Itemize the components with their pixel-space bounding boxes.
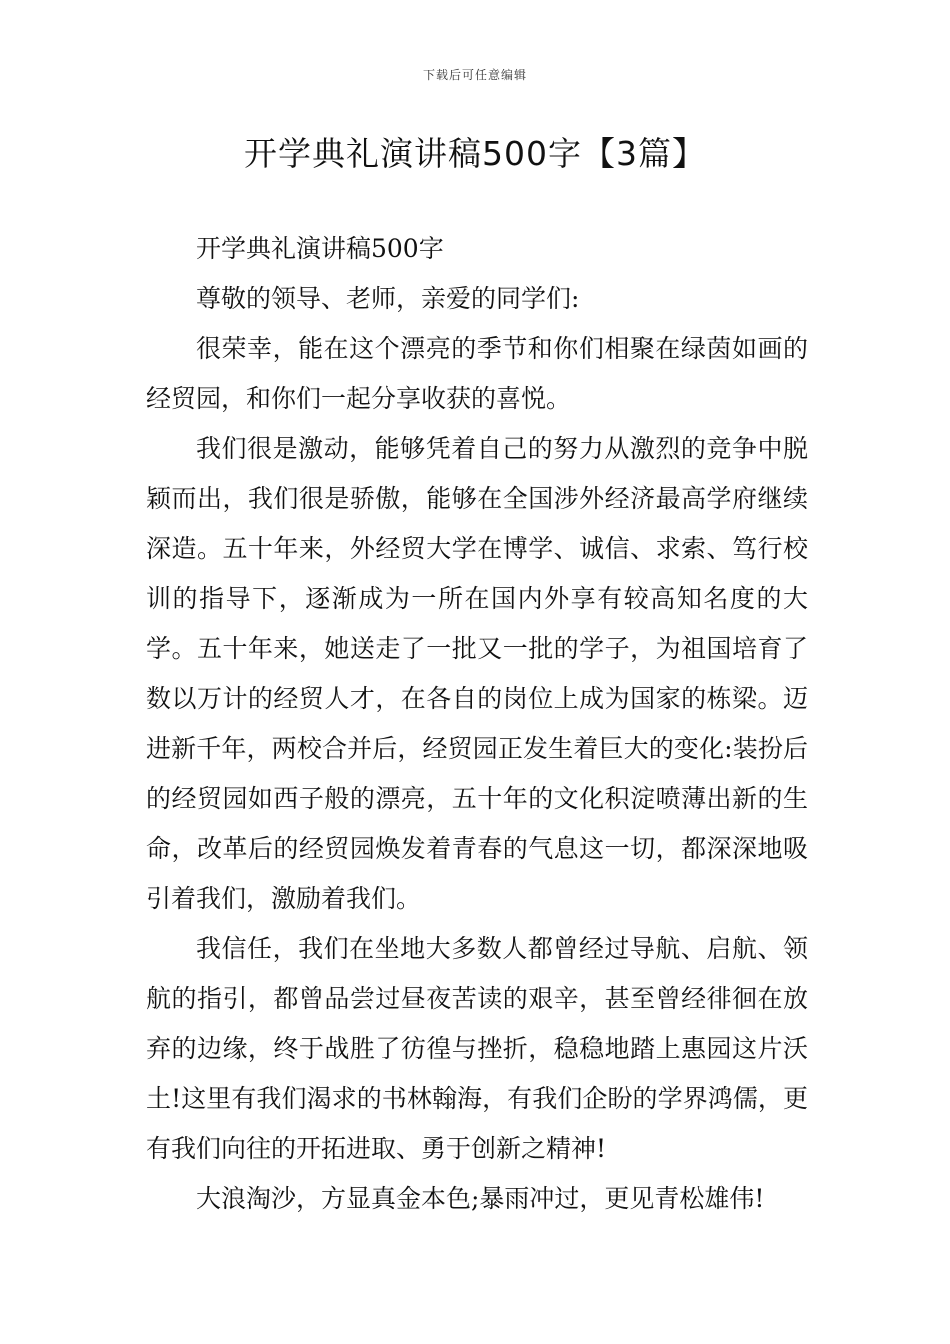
paragraph: 很荣幸，能在这个漂亮的季节和你们相聚在绿茵如画的经贸园，和你们一起分享收获的喜悦。 — [146, 334, 808, 413]
paragraph: 我信任，我们在坐地大多数人都曾经过导航、启航、领航的指引，都曾品尝过昼夜苦读的艰辛，甚至曾经徘徊在放弃的边缘，终于战胜了彷徨与挫折，稳稳地踏上惠园这片沃土!这里有我们渴求的书林翰海，有我们企盼的学界鸿儒，更有我们向往的开拓进取、勇于创新之精神! — [146, 934, 808, 1163]
header-note: 下载后可任意编辑 — [422, 68, 527, 82]
paragraph: 我们很是激动，能够凭着自己的努力从激烈的竞争中脱颖而出，我们很是骄傲，能够在全国涉外经济最高学府继续深造。五十年来，外经贸大学在博学、诚信、求索、笃行校训的指导下，逐渐成为一所在国内外享有较高知名度的大学。五十年来，她送走了一批又一批的学子，为祖国培育了数以万计的经贸人才，在各自的岗位上成为国家的栋梁。迈进新千年，两校合并后，经贸园正发生着巨大的变化:装扮后的经贸园如西子般的漂亮，五十年的文化积淀喷薄出新的生命，改革后的经贸园焕发着青春的气息这一切，都深深地吸引着我们，激励着我们。 — [146, 434, 808, 913]
paragraph: 大浪淘沙，方显真金本色;暴雨冲过，更见青松雄伟! — [196, 1184, 765, 1213]
document-body — [146, 224, 808, 1224]
paragraph-subtitle: 开学典礼演讲稿500字 — [196, 234, 444, 263]
document-title: 开学典礼演讲稿500字【3篇】 — [244, 134, 706, 173]
paragraph-salutation: 尊敬的领导、老师，亲爱的同学们: — [196, 284, 580, 313]
